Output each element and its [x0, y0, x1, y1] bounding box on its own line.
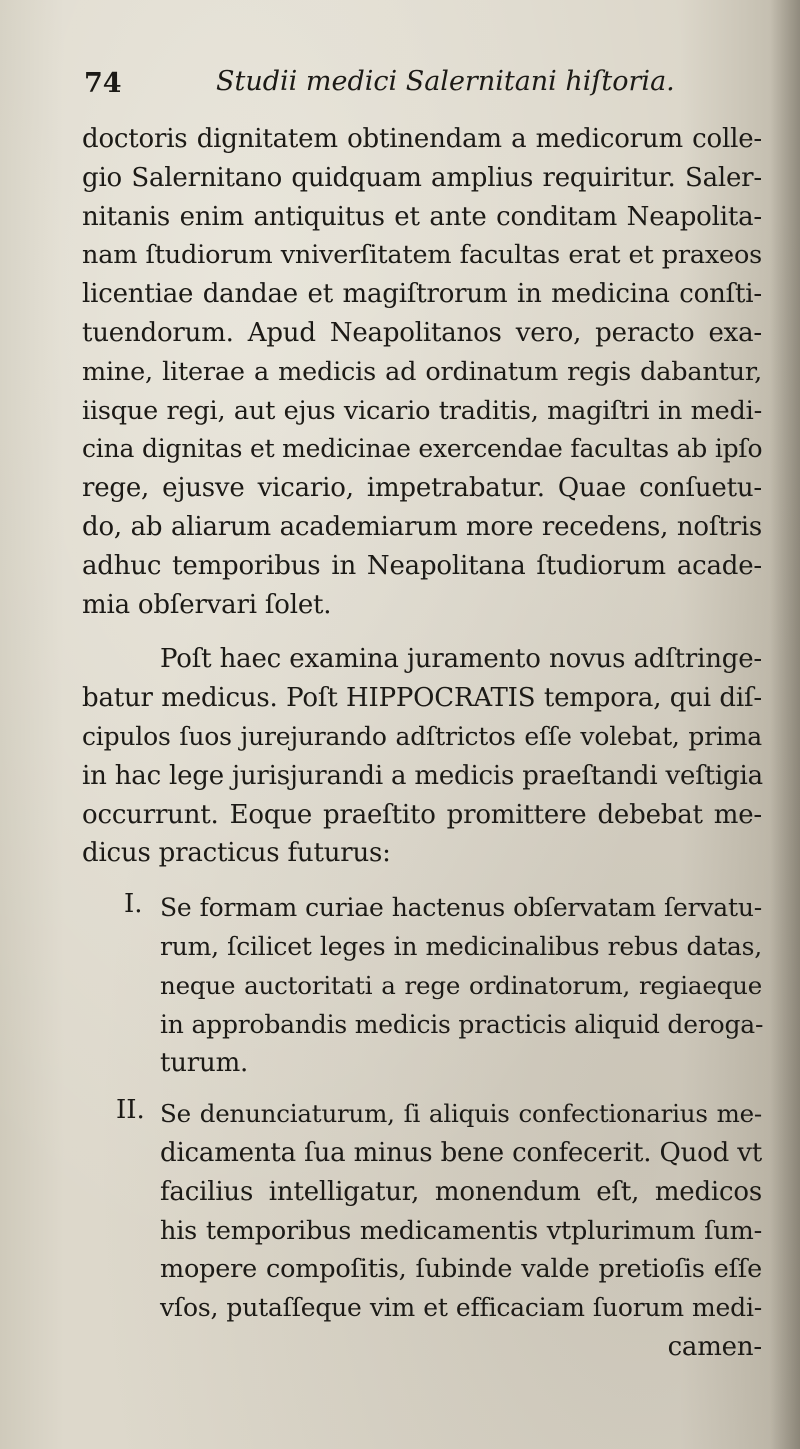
text-line: doctoris dignitatem obtinendam a medicorum colle- — [82, 124, 762, 154]
text-line: cina dignitas et medicinae exercendae facultas ab ipſo — [82, 434, 763, 464]
text-line: nam ſtudiorum vniverſitatem facultas erat et praxeos — [82, 240, 762, 271]
text-line: turum. — [160, 1048, 249, 1079]
paragraph-gap — [82, 873, 762, 889]
text-line: dicus practicus futurus: — [82, 838, 391, 869]
paragraph-1 — [82, 120, 762, 624]
list-item-2 — [82, 1095, 762, 1367]
paragraph-2 — [82, 640, 762, 873]
text-line: gio Salernitano quidquam amplius requiritur. Saler- — [82, 162, 762, 193]
text-line: mopere compoſitis, ſubinde valde pretioſis eſſe — [160, 1254, 762, 1285]
item-gap — [82, 1083, 762, 1095]
paragraph-gap — [82, 624, 762, 640]
text-line: licentiae dandae et magiſtrorum in medicina conſti- — [82, 279, 762, 310]
text-line: Se formam curiae hactenus obſervatam ſervatu- — [160, 893, 762, 923]
text-line: Se denunciaturum, ſi aliquis confectionarius me- — [160, 1099, 762, 1129]
text-line: vſos, putaſſeque vim et efficaciam ſuorum medi- — [160, 1293, 762, 1323]
text-line: mia obſervari ſolet. — [82, 589, 332, 620]
text-line: his temporibus medicamentis vtplurimum ſum- — [160, 1215, 762, 1246]
text-line: adhuc temporibus in Neapolitana ſtudiorum acade- — [82, 550, 762, 581]
text-line: do, ab aliarum academiarum more recedens, noſtris — [82, 511, 762, 542]
text-line: in hac lege jurisjurandi a medicis praeſtandi veſtigia — [82, 760, 763, 791]
page-number: 74 — [84, 68, 122, 99]
text-line: mine, literae a medicis ad ordinatum regis dabantur, — [82, 356, 762, 387]
text-line: facilius intelligatur, monendum eſt, medicos — [160, 1176, 762, 1207]
text-line: in approbandis medicis practicis aliquid deroga- — [160, 1009, 764, 1039]
text-line: iisque regi, aut ejus vicario traditis, magiſtri in medi- — [82, 395, 762, 426]
text-line: cipulos ſuos jurejurando adſtrictos eſſe volebat, prima — [82, 721, 762, 751]
running-title: Studii medici Salernitani hiſtoria. — [216, 66, 675, 97]
text-line: dicamenta ſua minus bene confecerit. Quod vt — [160, 1137, 762, 1168]
list-item-1 — [82, 889, 762, 1083]
text-line: occurrunt. Eoque praeſtito promittere debebat me- — [82, 799, 762, 830]
text-line: rege, ejusve vicario, impetrabatur. Quae conſuetu- — [82, 473, 762, 504]
text-line: nitanis enim antiquitus et ante conditam Neapolita- — [82, 201, 762, 232]
text-line: neque auctoritati a rege ordinatorum, regiaeque — [160, 970, 762, 1000]
catchword: camen- — [667, 1331, 762, 1362]
list-item-label: I. — [124, 889, 143, 920]
text-line: batur medicus. Poſt HIPPOCRATIS tempora, qui diſ- — [82, 683, 762, 714]
list-item-label: II. — [116, 1095, 145, 1126]
text-line: tuendorum. Apud Neapolitanos vero, peracto exa- — [82, 317, 762, 348]
page-edge-shadow — [770, 0, 800, 1449]
page-header — [84, 64, 774, 104]
text-line: rum, ſcilicet leges in medicinalibus rebus datas, — [160, 931, 762, 961]
text-line: Poſt haec examina juramento novus adſtringe- — [160, 644, 762, 675]
body-text — [82, 120, 762, 1367]
